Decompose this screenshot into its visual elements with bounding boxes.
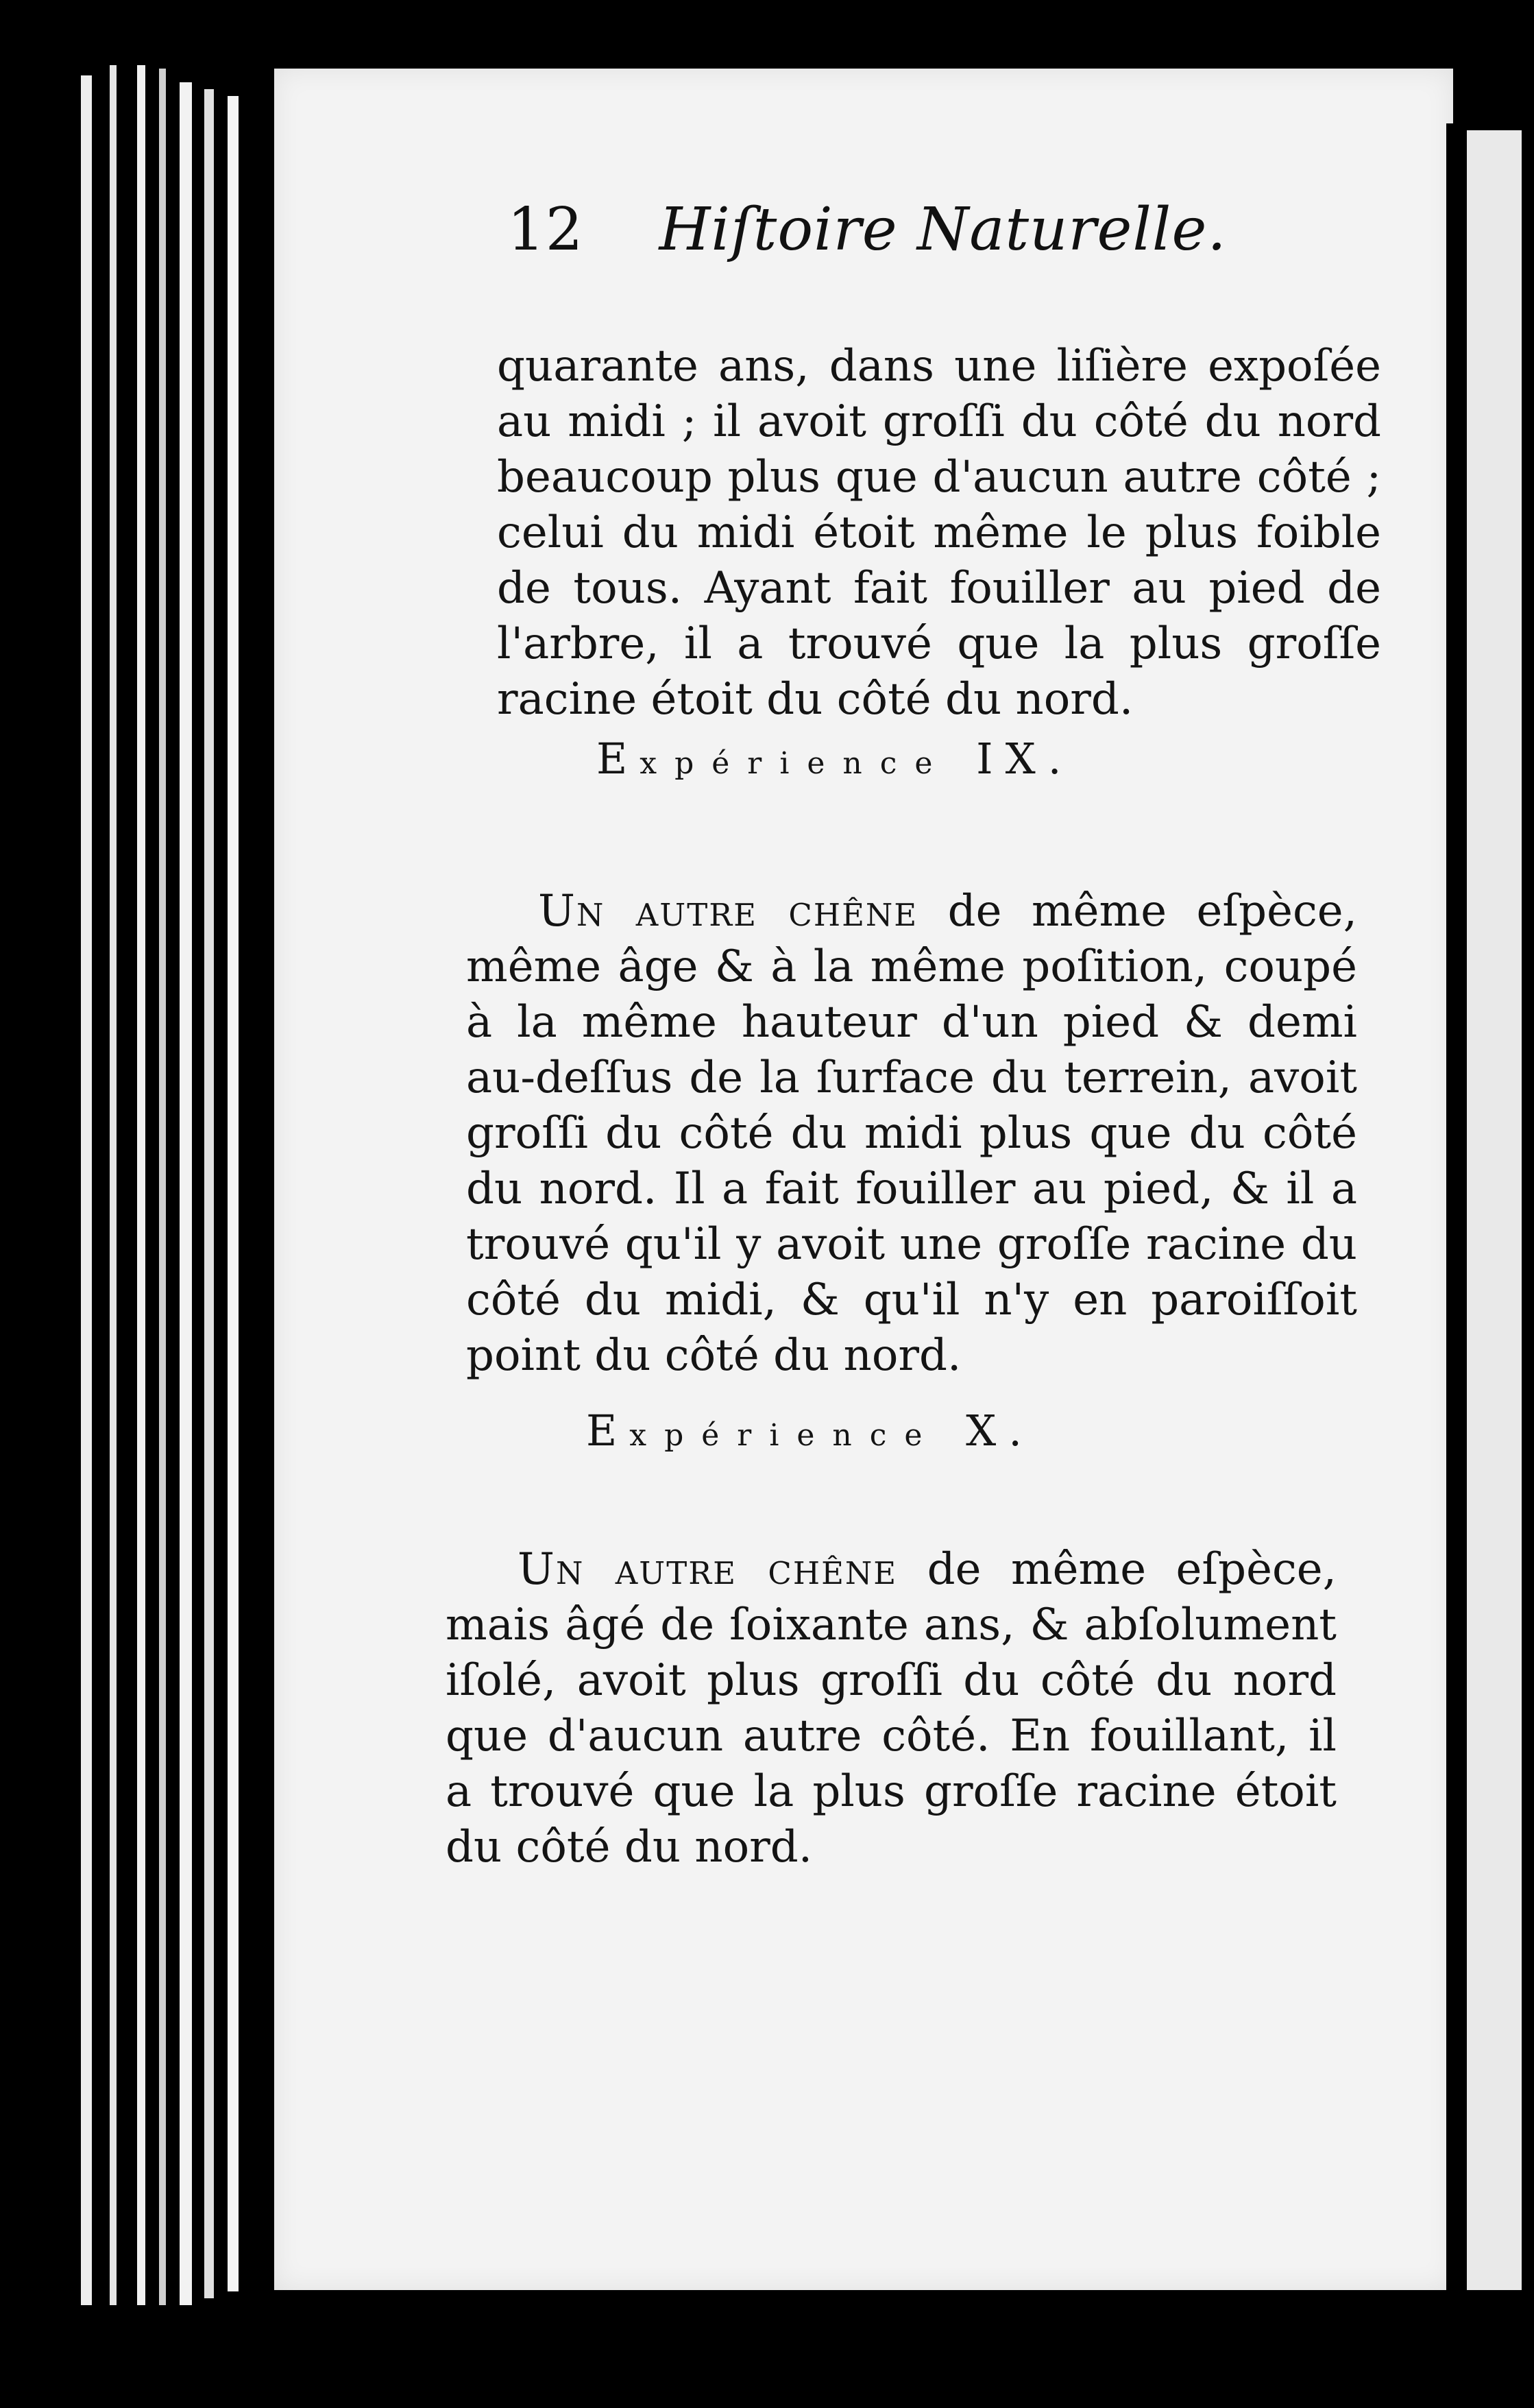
adjacent-page-edge [1467,130,1522,2290]
paragraph-body: de même eſpèce, même âge & à la même poſition, coupé à la même hauteur d'un pied & demi au-deſſus de la ſurface du terrein, avoit groſſi du côté du midi plus que du côté du nord. Il a fait fouiller au pied, & il a trouvé qu'il y avoit une groſſe racine du côté du midi, & qu'il n'y en paroiſſoit point du côté du nord. [466,886,1358,1381]
heading-word: xpérience [629,1418,940,1453]
page-edge-line [110,65,117,2305]
page-edge-line [204,89,214,2298]
heading-word: xpérience [640,746,951,781]
running-head [507,195,1227,264]
page-edge-line [81,75,92,2305]
page-edge-line [228,96,239,2291]
page-number: 12 [507,195,584,264]
page-edge-line [180,82,192,2305]
heading-numeral: IX. [976,734,1074,784]
heading-initial: E [596,734,640,784]
book-spine [96,65,295,2312]
paragraph-continued: quarante ans, dans une liſière expoſée au midi ; il avoit groſſi du côté du nord beaucoup plus que d'aucun autre côté ; celui du midi étoit même le plus foible de tous. Ayant fait fouiller au pied de l'arbre, il a trouvé que la plus groſſe racine étoit du côté du nord. [497,341,1381,725]
paragraph-lead: Un autre chêne [518,1544,898,1595]
page-edge-line [137,65,145,2305]
heading-initial: E [586,1406,630,1456]
running-title: Hiſtoire Naturelle. [659,195,1227,264]
paragraph-lead: Un autre chêne [538,886,918,937]
section-heading-ix [596,734,1074,784]
paragraph-experience-x [446,1542,1337,1875]
heading-numeral: X. [966,1406,1035,1456]
paragraph-experience-ix [466,884,1357,1384]
page-edge-line [159,69,166,2305]
section-heading-x [586,1406,1034,1456]
paragraph-body: de même eſpèce, mais âgé de ſoixante ans, & abſolument iſolé, avoit plus groſſi du côté du nord que d'aucun autre côté. En fouillant, il a trouvé que la plus groſſe racine étoit du côté du nord. [446,1544,1337,1873]
